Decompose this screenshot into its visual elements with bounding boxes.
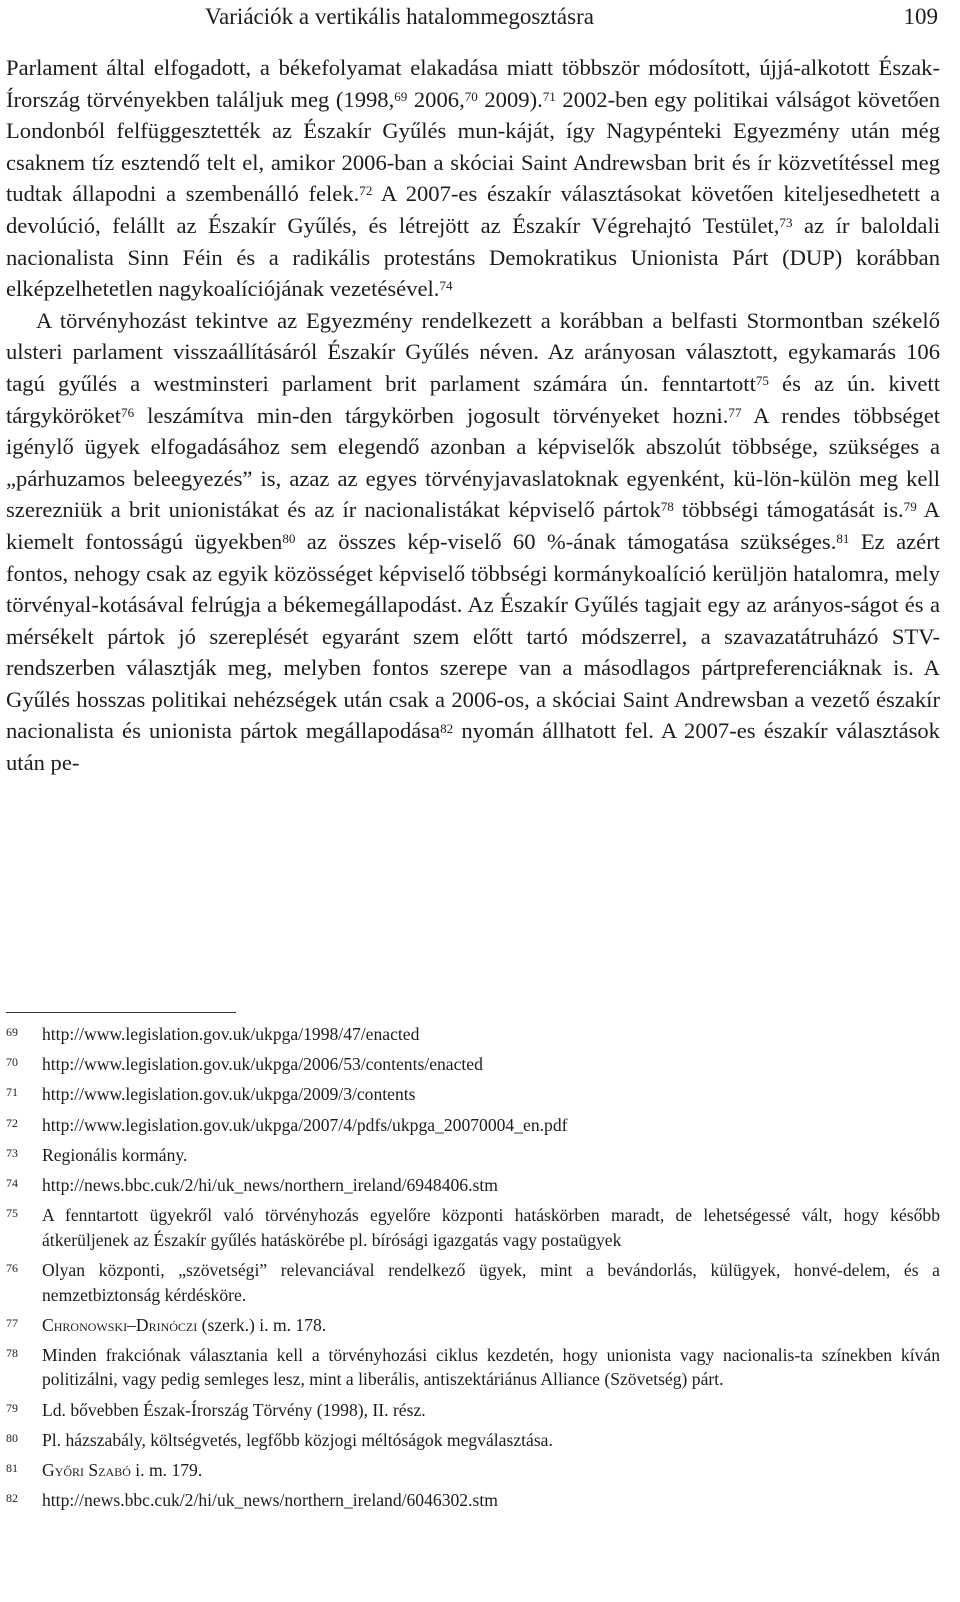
- footnote-citation: i. m. 179.: [130, 1460, 203, 1481]
- footnote: [6, 1258, 940, 1307]
- footnote-number: 75: [6, 1206, 18, 1221]
- footnote: [6, 1488, 940, 1513]
- footnote: [6, 1343, 940, 1392]
- footnote-ref-78[interactable]: 78: [660, 499, 674, 515]
- footnote-ref-75[interactable]: 75: [755, 373, 769, 389]
- page-number: 109: [903, 4, 938, 29]
- text-run: leszámítva min-den tárgykörben jogosult törvényeket hozni.: [134, 402, 729, 428]
- running-title: Variációk a vertikális hatalommegosztásra: [205, 4, 594, 29]
- footnote-divider: [6, 1012, 236, 1013]
- footnote-citation: (szerk.) i. m. 178.: [197, 1314, 327, 1335]
- footnote-link[interactable]: http://www.legislation.gov.uk/ukpga/1998/47/enacted: [42, 1024, 420, 1044]
- text-run: 2006,: [407, 86, 465, 112]
- footnote-author: Győri Szabó: [42, 1460, 131, 1481]
- footnote-link[interactable]: http://www.legislation.gov.uk/ukpga/2009/3/contents: [42, 1084, 416, 1105]
- footnote-link[interactable]: http://www.legislation.gov.uk/ukpga/2007/4/pdfs/ukpga_20070004_en.pdf: [42, 1114, 568, 1135]
- footnote-ref-82[interactable]: 82: [440, 720, 454, 736]
- footnote: [6, 1113, 940, 1138]
- text-run: többségi támogatását is.: [673, 497, 904, 523]
- footnote-link[interactable]: http://news.bbc.cuk/2/hi/uk_news/northern_ireland/6948406.stm: [42, 1174, 498, 1195]
- footnote-ref-74[interactable]: 74: [439, 278, 453, 294]
- footnote: [6, 1173, 940, 1198]
- footnote-ref-73[interactable]: 73: [779, 215, 793, 231]
- footnote: [6, 1458, 940, 1483]
- footnote-number: 78: [6, 1345, 18, 1360]
- footnote-ref-76[interactable]: 76: [121, 404, 135, 420]
- footnote-text: Minden frakciónak választania kell a törvényhozási ciklus kezdetén, hogy unionista vagy nacionalis-ta színekben kíván politizálni, vagy pedig semleges lesz, mint a liberális, antiszektáriánus Alliance (Szövetség) párt.: [42, 1344, 940, 1390]
- footnote-text: [42, 1458, 940, 1483]
- footnote: [6, 1082, 940, 1107]
- footnote-ref-69[interactable]: 69: [394, 88, 408, 104]
- text-run: A törvényhozást tekintve az Egyezmény rendelkezett a korábban a belfasti Stormontban székelő ulsteri parlament visszaállításáról Északír Gyűlés néven. Az arányosan választott, egykamarás 106 tagú gyűlés a westminsteri parlament brit parlament számára ún. fenntartott: [6, 307, 940, 396]
- paragraph-2: [6, 305, 940, 779]
- footnote-number: 69: [6, 1025, 18, 1039]
- footnote: [6, 1143, 940, 1168]
- footnote-ref-72[interactable]: 72: [359, 183, 373, 199]
- footnote-number: 73: [6, 1145, 18, 1160]
- text-run: 2002-ben egy politikai válságot követően Londonból felfüggesztették az Északír Gyűlés mun-káját, így Nagypénteki Egyezmény után még csaknem tíz esztendő telt el, amikor 2006-ban a skóciai Saint Andrewsban brit és ír közvetítéssel meg tudtak állapodni a szembenálló felek.: [6, 86, 941, 207]
- text-run: Ez azért fontos, nehogy csak az egyik közösséget képviselő többségi kormánykoalíció kerüljön hatalomra, mely törvényal-kotásával felrúgja a békemegállapodást. Az Északír Gyűlés tagjait egy az arányos-ságot és a mérsékelt pártok jó szereplését egyaránt szem előtt tartó módszerrel, a szavazatátruházó STV-rendszerben választják meg, melyben fontos szerepe van a másodlagos pártpreferenciáknak is. A Gyűlés hosszas politikai nehézségek után csak a 2006-os, a skóciai Saint Andrewsban a vezető északír nacionalista és unionista pártok megállapodása: [6, 528, 940, 744]
- footnote: [6, 1313, 940, 1338]
- body-text: [6, 52, 940, 779]
- text-run: az összes kép-viselő 60 %-ának támogatása szükséges.: [295, 528, 837, 554]
- text-run: A 2007-es északír választásokat követően kiteljesedhetett a devolúció, felállt az Északír Gyűlés, és létrejött az Északír Végrehajtó Testület,: [6, 181, 940, 238]
- footnotes: [6, 1022, 940, 1518]
- text-run: az ír baloldali nacionalista Sinn Féin és a radikális protestáns Demokratikus Unionista Párt (DUP) korábban elképzelhetetlen nagykoalíciójának vezetésével.: [6, 212, 940, 302]
- footnote: [6, 1428, 940, 1453]
- footnote-text: [42, 1313, 940, 1338]
- footnote-author: Chronowski–Drinóczi: [42, 1314, 198, 1335]
- text-run: 2009).: [477, 86, 543, 112]
- footnote-text: Ld. bővebben Észak-Írország Törvény (1998), II. rész.: [42, 1399, 426, 1420]
- footnote-ref-71[interactable]: 71: [542, 88, 556, 104]
- running-header: [0, 0, 960, 40]
- footnote-number: 79: [6, 1400, 18, 1415]
- text-run: A kiemelt fontosságú ügyekben: [6, 497, 941, 554]
- footnote-number: 76: [6, 1260, 18, 1275]
- footnote-number: 70: [6, 1055, 18, 1070]
- footnote-ref-70[interactable]: 70: [464, 88, 478, 104]
- footnote-number: 72: [6, 1115, 18, 1130]
- footnote-number: 71: [6, 1085, 18, 1100]
- footnote-number: 81: [6, 1461, 18, 1476]
- footnote: [6, 1398, 940, 1423]
- footnote-number: 80: [6, 1430, 18, 1445]
- footnote-text: Pl. házszabály, költségvetés, legfőbb közjogi méltóságok megválasztása.: [42, 1429, 553, 1450]
- text-run: nyomán állhatott fel. A 2007-es északír választások után pe-: [6, 718, 940, 776]
- footnote-number: 82: [6, 1491, 18, 1506]
- text-run: Parlament által elfogadott, a békefolyamat elakadása miatt többször módosított, újjá-alkotott Észak-Írország törvényekben találjuk meg (1998,: [6, 55, 940, 112]
- footnote-link[interactable]: http://www.legislation.gov.uk/ukpga/2006/53/contents/enacted: [42, 1054, 483, 1075]
- footnote-ref-80[interactable]: 80: [282, 531, 296, 547]
- footnote-link[interactable]: http://news.bbc.cuk/2/hi/uk_news/northern_ireland/6046302.stm: [42, 1490, 498, 1511]
- footnote-number: 77: [6, 1315, 18, 1330]
- text-run: A rendes többséget igénylő ügyek elfogadásához sem elegendő azonban a képviselők abszolút többsége, szükséges a „párhuzamos beleegyezés” is, azaz az egyes törvényjavaslatoknak egyenként, kü-lön-külön meg kell szerezniük a brit unionistákat és az ír nacionalistákat képviselő pártok: [6, 402, 941, 523]
- footnote: [6, 1203, 940, 1252]
- footnote-ref-81[interactable]: 81: [836, 531, 850, 547]
- footnote-ref-79[interactable]: 79: [903, 499, 917, 515]
- paragraph-1: [6, 52, 940, 305]
- footnote-text: A fenntartott ügyekről való törvényhozás egyelőre központi hatáskörben maradt, de lehetségessé vált, hogy később átkerüljenek az Északír gyűlés hatáskörébe pl. bírósági igazgatás vagy postaügyek: [42, 1205, 940, 1250]
- footnote: [6, 1052, 940, 1077]
- footnote-text: Regionális kormány.: [42, 1144, 188, 1165]
- footnote-ref-77[interactable]: 77: [728, 404, 742, 420]
- footnote-text: Olyan központi, „szövetségi” relevanciával rendelkező ügyek, mint a bevándorlás, külügyek, honvé-delem, és a nemzetbiztonság kérdésköre.: [42, 1259, 940, 1305]
- footnote: [6, 1022, 940, 1047]
- text-run: és az ún. kivett tárgyköröket: [6, 370, 940, 428]
- footnote-number: 74: [6, 1175, 18, 1190]
